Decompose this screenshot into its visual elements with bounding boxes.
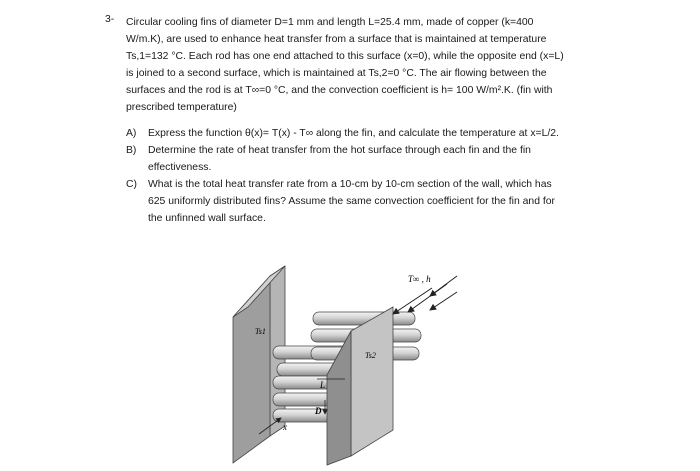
question-line: prescribed temperature): [126, 102, 237, 113]
question-line: W/m.K), are used to enhance heat transfer from a surface that is maintained at temperature: [126, 34, 547, 45]
part-label: C): [126, 179, 137, 190]
length-label: L: [320, 380, 326, 390]
part-line: effectiveness.: [148, 162, 212, 173]
fin-diagram: [225, 262, 465, 467]
part-line: Determine the rate of heat transfer from the hot surface through each fin and the fin: [148, 145, 531, 156]
hot-wall: [233, 266, 285, 463]
part-line: the unfinned wall surface.: [148, 213, 266, 224]
flow-label: T∞ , h: [408, 274, 431, 284]
part-line: Express the function θ(x)= T(x) - T∞ along the fin, and calculate the temperature at x=L/2.: [148, 128, 559, 139]
sub-questions: [126, 125, 626, 227]
part-label: A): [126, 128, 137, 139]
question-number: 3-: [105, 14, 115, 25]
diameter-label: D: [315, 406, 322, 416]
part-label: B): [126, 145, 137, 156]
part-b: [126, 142, 626, 176]
ts2-label: Ts2: [365, 351, 376, 360]
ts1-label: Ts1: [255, 327, 266, 336]
question-line: Circular cooling fins of diameter D=1 mm and length L=25.4 mm, made of copper (k=400: [126, 17, 534, 28]
part-line: What is the total heat transfer rate from a 10-cm by 10-cm section of the wall, which has: [148, 179, 552, 190]
part-line: 625 uniformly distributed fins? Assume the same convection coefficient for the fin and for: [148, 196, 555, 207]
question-text: [126, 14, 626, 116]
question-line: Ts,1=132 °C. Each rod has one end attached to this surface (x=0), while the opposite end (x=L): [126, 51, 564, 62]
question-line: surfaces and the rod is at T∞=0 °C, and the convection coefficient is h= 100 W/m².K. (fin with: [126, 85, 553, 96]
part-a: [126, 125, 626, 142]
question-line: is joined to a second surface, which is maintained at Ts,2=0 °C. The air flowing between the: [126, 68, 547, 79]
part-c: [126, 176, 626, 227]
x-axis-label: x: [283, 422, 287, 432]
